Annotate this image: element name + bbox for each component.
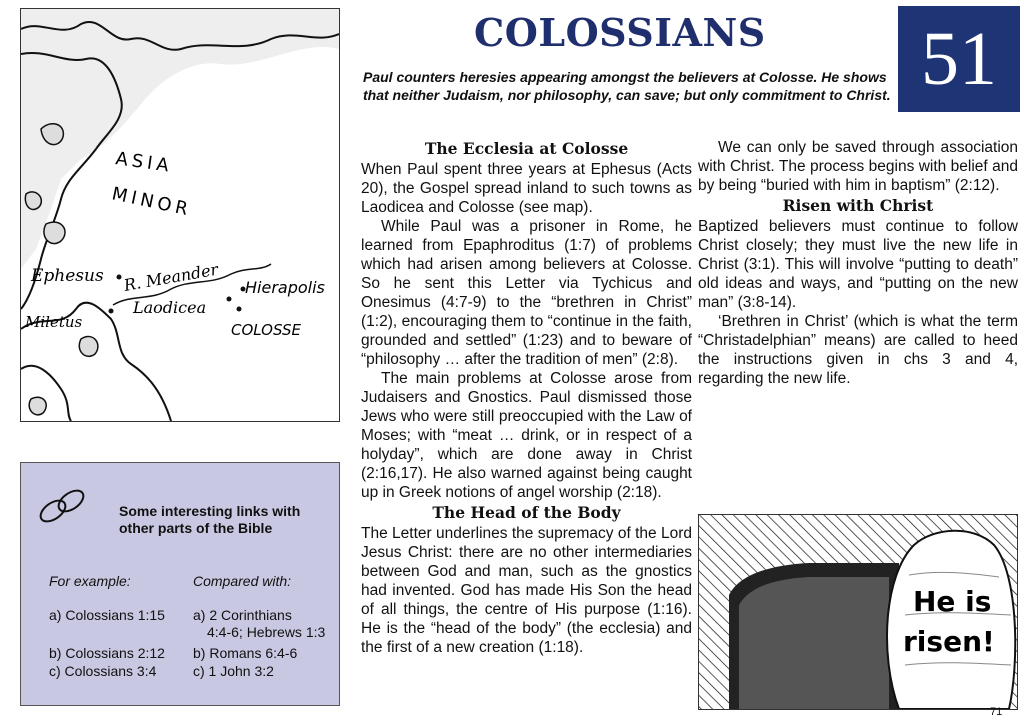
link-compared-b: b) Romans 6:4-6 (193, 645, 298, 661)
map-label-minor: MINOR (109, 183, 194, 221)
link-example-c: c) Colossians 3:4 (49, 663, 157, 679)
map-label-laodicea: Laodicea (133, 298, 207, 317)
map-of-asia-minor (20, 8, 340, 422)
link-compared-a: a) 2 Corinthians (193, 607, 292, 623)
link-compared-a-cont: 4:4-6; Hebrews 1:3 (207, 624, 326, 640)
page-title: COLOSSIANS (474, 10, 766, 55)
empty-tomb-illustration (698, 514, 1018, 710)
heading-ecclesia: The Ecclesia at Colosse (424, 139, 629, 158)
bible-links-box (20, 462, 340, 706)
col-example-header: For example: (49, 573, 131, 589)
map-label-miletus: Miletus (25, 313, 83, 331)
map-illustration (21, 9, 339, 421)
map-label-meander: R. Meander (122, 259, 220, 295)
ecclesia-paragraph-1: When Paul spent three years at Ephesus (Acts 20), the Gospel spread inland to such towns as Laodicea and Colosse (see map). (361, 161, 692, 216)
stone-text-line2: risen! (903, 625, 995, 658)
ecclesia-paragraph-3: The main problems at Colosse arose from Judaisers and Gnostics. Paul dismissed those Jews who were still preoccupied with the Law of Moses; with “meat … drink, or in respect of a holyday”, which are done away in Christ (2:16,17). He also warned against being caught up in Greek notions of angel worship (2:18). (361, 370, 692, 501)
page-number: 71 (990, 706, 1003, 718)
heading-head-of-body: The Head of the Body (432, 503, 621, 522)
link-compared-c: c) 1 John 3:2 (193, 663, 274, 679)
text-column-2 (698, 138, 1018, 388)
heading-risen: Risen with Christ (782, 196, 934, 215)
map-label-ephesus: Ephesus (31, 266, 104, 286)
map-label-colosse: COLOSSE (231, 321, 301, 339)
risen-paragraph-1: Baptized believers must continue to follow Christ closely; they must live the new life in Christ (3:1). This will involve “putting to death” old ideas and ways, and “putting on the new man” (3:8-14). (698, 218, 1018, 311)
map-label-hierapolis: Hierapolis (245, 278, 325, 297)
link-example-a: a) Colossians 1:15 (49, 607, 165, 623)
ecclesia-paragraph-2: While Paul was a prisoner in Rome, he learned from Epaphroditus (1:7) of problems which had arisen among believers at Colosse. So he sent this Letter via Tychicus and Onesimus (4:7-9) to the “brethren in Christ” (1:2), encouraging them to “continue in the faith, grounded and settled” (1:23) and to beware of “philosophy … after the tradition of men” (2:8). (361, 218, 692, 368)
links-heading: Some interesting links with other parts of the Bible (119, 503, 301, 536)
head-paragraph-1: The Letter underlines the supremacy of the Lord Jesus Christ: there are no other intermediaries between God and man, such as the gnostics had invented. God has made His Son the head of all things, the centre of His purpose (1:16). He is the “head of the body” (the ecclesia) and the first of a new creation (1:18). (361, 525, 692, 656)
col-compared-header: Compared with: (193, 573, 292, 589)
intro-summary: Paul counters heresies appearing amongst the believers at Colosse. He shows that neither Judaism, nor philosophy, can save; but only commitment to Christ. (363, 69, 891, 103)
map-label-asia: ASIA (114, 148, 175, 177)
risen-paragraph-2: ‘Brethren in Christ’ (which is what the term “Christadelphian” means) are called to heed the instructions given in chs 3 and 4, regarding the new life. (698, 313, 1018, 387)
chain-link-icon (35, 481, 95, 536)
head-paragraph-2: We can only be saved through association with Christ. The process begins with belief and by being “buried with him in baptism” (2:12). (698, 139, 1018, 194)
stone-text-line1: He is (913, 585, 992, 618)
text-column-1 (361, 138, 692, 657)
study-number-badge: 51 (898, 6, 1020, 112)
link-example-b: b) Colossians 2:12 (49, 645, 165, 661)
